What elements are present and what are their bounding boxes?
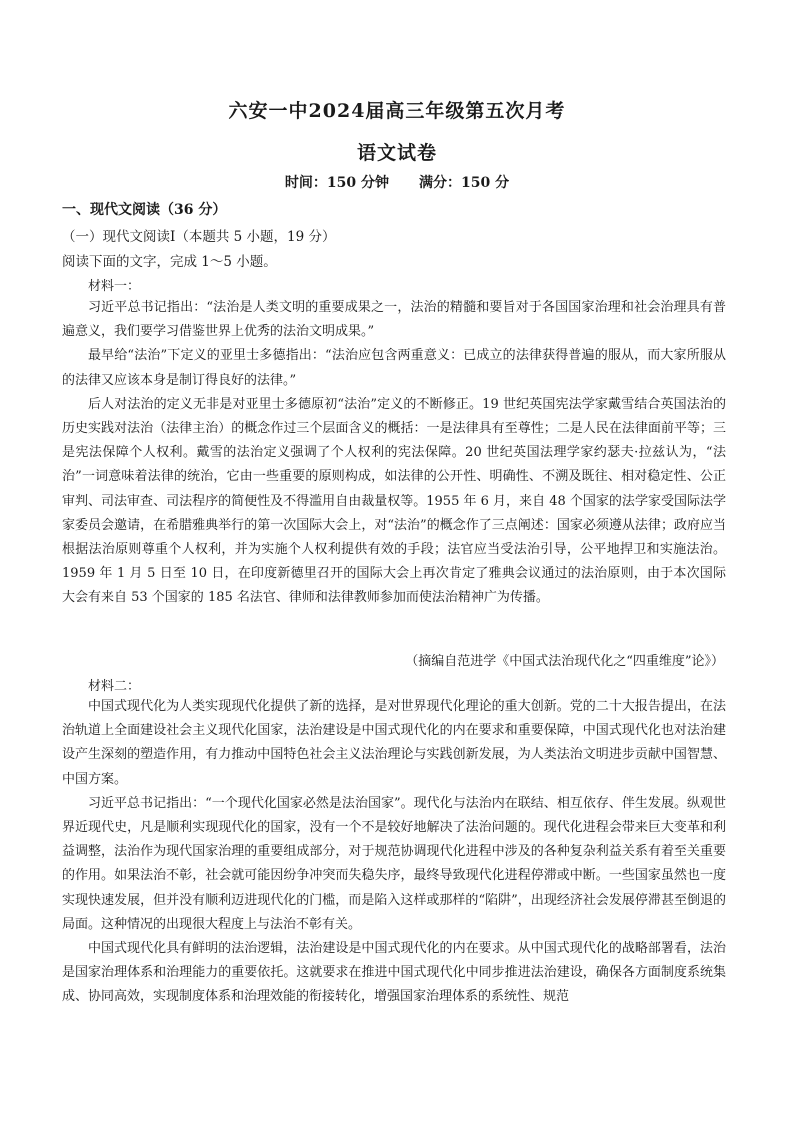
section-heading: 一、现代文阅读（36 分） [62,202,227,218]
material1-paragraph: 后人对法治的定义无非是对亚里士多德原初“法治”定义的不断修正。19 世纪英国宪法学家戴雪结合英国法治的历史实践对法治（法律主治）的概念作过三个层面含义的概括：一是法律具有至尊性；二是人民在法律面前平等；三是宪法保障个人权利。戴雪的法治定义强调了个人权利的宪法保障。20 世纪英国法理学家约瑟夫·拉兹认为，“法治”一词意味着法律的统治，它由一些重要的原则构成，如法律的公开性、明确性、不溯及既往、相对稳定性、公正审判、司法审查、司法程序的简便性及不得滥用自由裁量权等。1955 年 6 月，来自 48 个国家的法学家受国际法学家委员会邀请，在希腊雅典举行的第一次国际大会上，对“法治”的概念作了三点阐述：国家必须遵从法律；政府应当根据法治原则尊重个人权利，并为实施个人权利提供有效的手段；法官应当受法治引导，公平地捍卫和实施法治。1959 年 1 月 5 日至 10 日，在印度新德里召开的国际大会上再次肯定了雅典会议通过的法治原则，由于本次国际大会有来自 53 个国家的 185 名法官、律师和法律教师参加而使法治精神广为传播。 [62,396,726,606]
material2-paragraph: 习近平总书记指出：“一个现代化国家必然是法治国家”。现代化与法治内在联结、相互依存、伴生发展。纵观世界近现代史，凡是顺利实现现代化的国家，没有一个不是较好地解决了法治问题的。现代化进程会带来巨大变革和利益调整，法治作为现代国家治理的重要组成部分，对于规范协调现代化进程中涉及的各种复杂利益关系有着至关重要的作用。如果法治不彰，社会就可能因纷争冲突而失稳失序，最终导致现代化进程停滞或中断。一些国家虽然也一度实现快速发展，但并没有顺利迈进现代化的门槛，而是陷入这样或那样的“陷阱”，出现经济社会发展停滞甚至倒退的局面。这种情况的出现很大程度上与法治不彰有关。 [62,795,726,932]
sub-heading: （一）现代文阅读Ⅰ（本题共 5 小题，19 分） [62,229,336,245]
exam-time-score [0,172,794,192]
material1-source: （摘编自范进学《中国式法治现代化之“四重维度”论》） [405,654,724,669]
material1-label: 材料一： [88,279,141,294]
material1-body [62,296,726,611]
score-label: 满分：150 分 [419,175,510,191]
instruction: 阅读下面的文字，完成 1～5 小题。 [62,254,277,270]
exam-subtitle: 语文试卷 [356,142,437,164]
material1-paragraph: 习近平总书记指出：“法治是人类文明的重要成果之一，法治的精髓和要旨对于各国国家治理和社会治理具有普遍意义，我们要学习借鉴世界上优秀的法治文明成果。” [62,300,726,340]
material2-body [62,695,726,1010]
material1-paragraph: 最早给“法治”下定义的亚里士多德指出：“法治应包含两重意义：已成立的法律获得普遍的服从，而大家所服从的法律又应该本身是制订得良好的法律。” [62,348,726,388]
exam-title: 六安一中2024届高三年级第五次月考 [228,100,566,122]
material2-paragraph: 中国式现代化具有鲜明的法治逻辑，法治建设是中国式现代化的内在要求。从中国式现代化的战略部署看，法治是国家治理体系和治理能力的重要依托。这就要求在推进中国式现代化中同步推进法治建设，确保各方面制度系统集成、协同高效，实现制度体系和治理效能的衔接转化，增强国家治理体系的系统性、规范 [62,941,726,1005]
material2-label: 材料二： [88,679,141,694]
time-label: 时间：150 分钟 [284,175,389,191]
material2-paragraph: 中国式现代化为人类实现现代化提供了新的选择，是对世界现代化理论的重大创新。党的二十大报告提出，在法治轨道上全面建设社会主义现代化国家，法治建设是中国式现代化的内在要求和重要保障，中国式现代化也对法治建设产生深刻的塑造作用，有力推动中国特色社会主义法治理论与实践创新发展，为人类法治文明进步贡献中国智慧、中国方案。 [62,699,726,787]
